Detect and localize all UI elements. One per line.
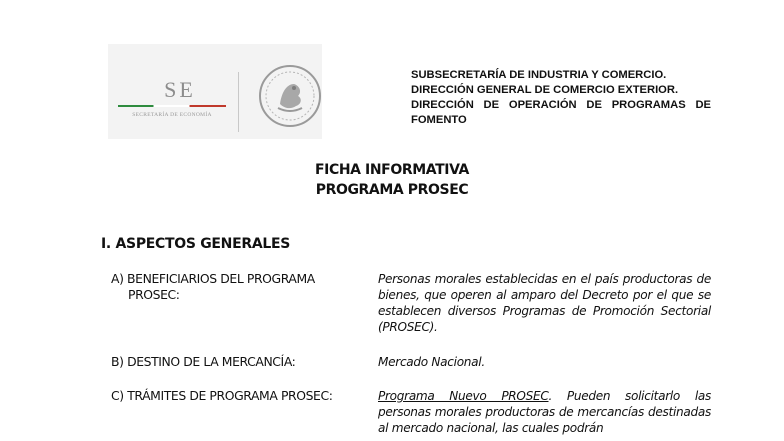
item-c-text xyxy=(378,388,711,436)
item-a-label-line-2: PROSEC: xyxy=(128,287,180,302)
item-a-label-line-1: A) BENEFICIARIOS DEL PROGRAMA xyxy=(111,271,315,286)
item-a-text: Personas morales establecidas en el país productoras de bienes, que operen al amparo del Decreto por el que se establecen diversos Programas de Promoción Sectorial (PROSEC). xyxy=(378,272,711,334)
national-seal-icon xyxy=(258,64,322,128)
item-b-label xyxy=(111,354,361,370)
item-b-text: Mercado Nacional. xyxy=(378,355,485,369)
logo-secretaria-label: SECRETARÍA DE ECONOMÍA xyxy=(132,112,212,118)
document-title-line-2: PROGRAMA PROSEC xyxy=(315,182,469,198)
header-line-1: SUBSECRETARÍA DE INDUSTRIA Y COMERCIO. xyxy=(411,69,667,81)
item-a-label xyxy=(111,271,361,303)
document-title-line-1: FICHA INFORMATIVA xyxy=(314,162,469,178)
item-c-label-line-1: C) TRÁMITES DE PROGRAMA PROSEC: xyxy=(111,388,333,403)
item-b-label-line-1: B) DESTINO DE LA MERCANCÍA: xyxy=(111,354,296,369)
section-heading: I. ASPECTOS GENERALES xyxy=(101,236,291,252)
logo-tricolor-stripe xyxy=(118,105,226,107)
header-line-2: DIRECCIÓN GENERAL DE COMERCIO EXTERIOR. xyxy=(411,84,679,96)
header-line-3: DIRECCIÓN DE OPERACIÓN DE PROGRAMAS DE xyxy=(411,99,711,111)
logo-acronym: SE xyxy=(164,77,196,102)
header-institution-lines xyxy=(411,68,711,128)
item-c-label xyxy=(111,388,361,404)
item-c-text-rest: . Pueden solicitarlo las personas morales productoras de mercancías destinadas al mercado nacional, las cuales podrán xyxy=(378,389,711,435)
logo-divider xyxy=(238,72,239,132)
secretaria-de-economia-logo xyxy=(108,44,322,139)
header-line-4: FOMENTO xyxy=(411,114,467,126)
item-c-program-name: Programa Nuevo PROSEC xyxy=(378,389,549,403)
